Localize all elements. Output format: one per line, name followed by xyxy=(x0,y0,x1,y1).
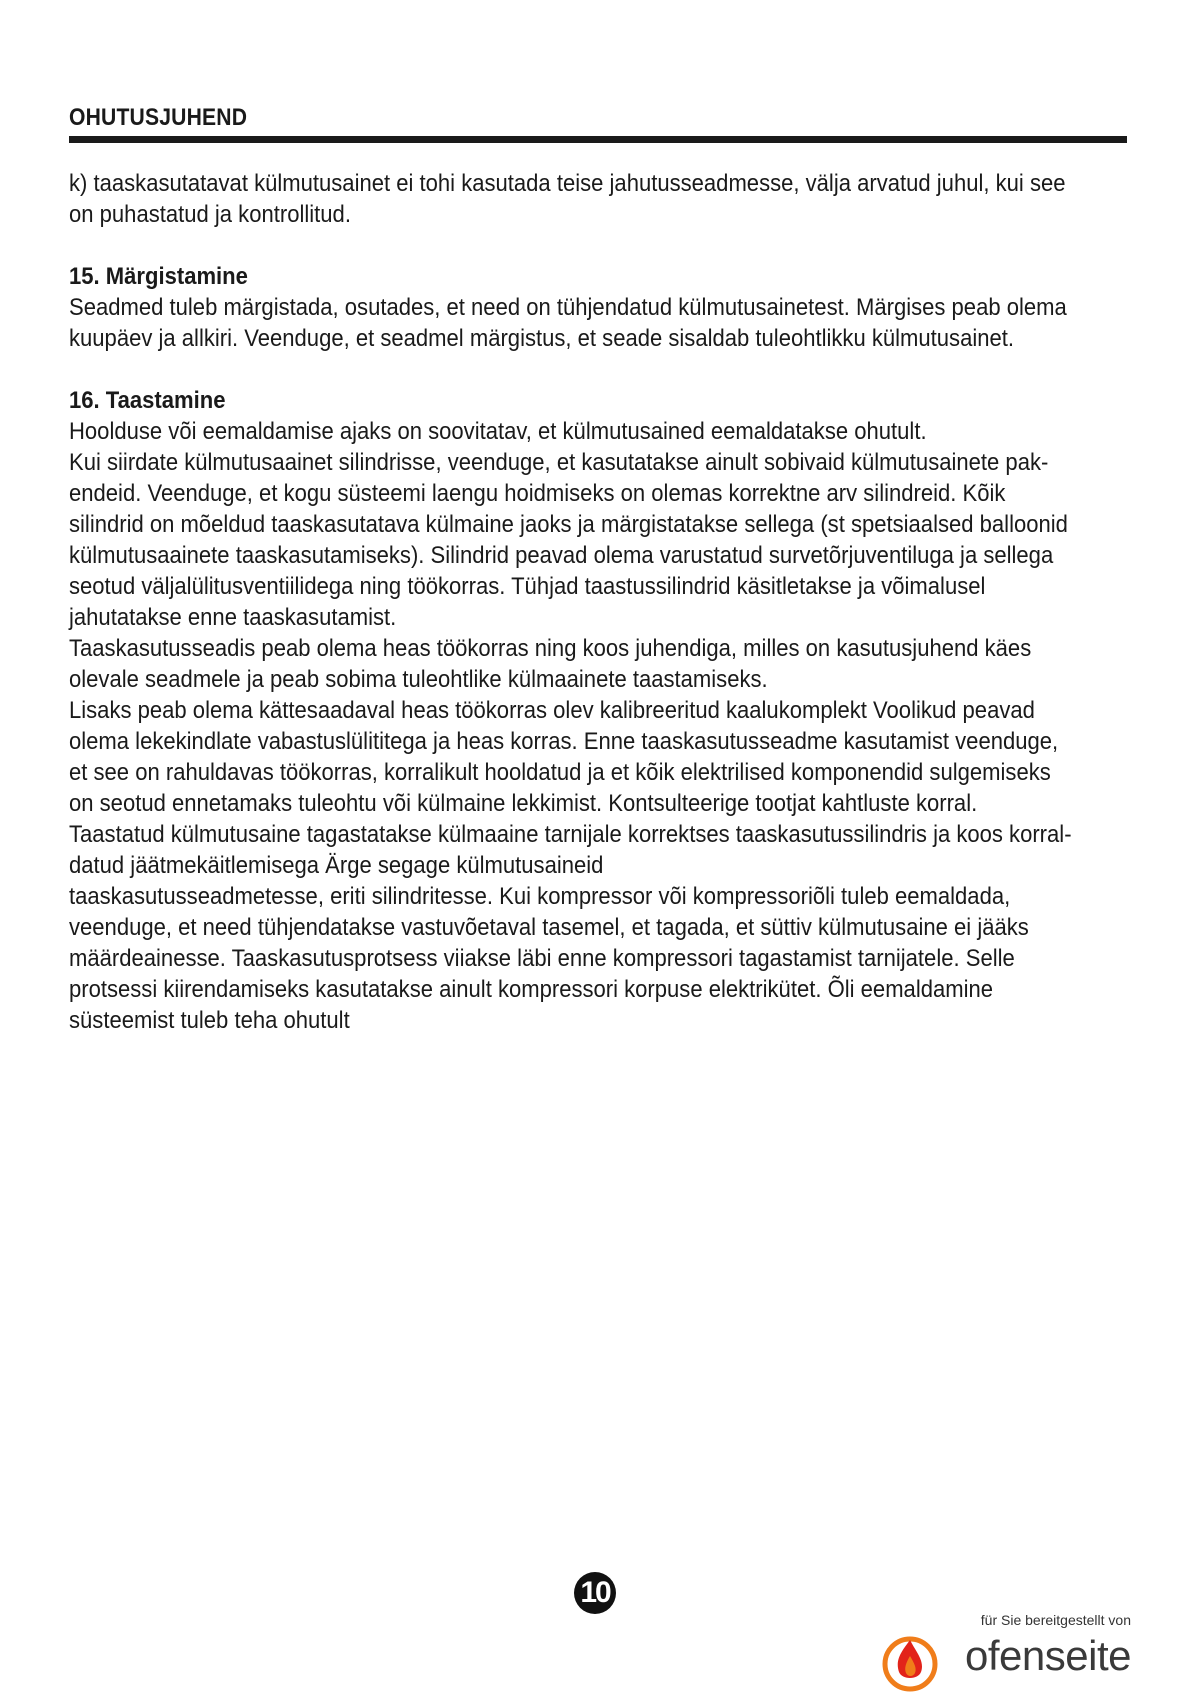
text-line: endeid. Veenduge, et kogu süsteemi laengu hoidmiseks on olemas korrektne arv silindreid. Kõik xyxy=(69,480,1006,507)
text-line: et see on rahuldavas töökorras, korralikult hooldatud ja et kõik elektrilised komponendid sulgemiseks xyxy=(69,759,1051,786)
text-line: Seadmed tuleb märgistada, osutades, et need on tühjendatud külmutusainetest. Märgises peab olema xyxy=(69,294,1067,321)
section-heading: 16. Taastamine xyxy=(69,387,226,414)
text-line: külmutusaainete taaskasutamiseks). Silindrid peavad olema varustatud survetõrjuventiluga ja sellega xyxy=(69,542,1054,569)
section-recovery xyxy=(69,385,1131,1036)
brand-name: ofenseite xyxy=(965,1632,1131,1679)
text-line: Taaskasutusseadis peab olema heas töökorras ning koos juhendiga, milles on kasutusjuhend käes xyxy=(69,635,1032,662)
text-line: on seotud ennetamaks tuleohtu või külmaine lekkimist. Kontsulteerige tootjat kahtluste korral. xyxy=(69,790,978,817)
section-heading: 15. Märgistamine xyxy=(69,263,248,290)
text-line: silindrid on mõeldud taaskasutatava külmaine jaoks ja märgistatakse sellega (st spetsiaalsed balloonid xyxy=(69,511,1068,538)
text-line: määrdeainesse. Taaskasutusprotsess viiakse läbi enne kompressori tagastamist tarnijatele. Selle xyxy=(69,945,1015,972)
section-paragraph xyxy=(69,416,1131,1036)
text-line: Hoolduse või eemaldamise ajaks on soovitatav, et külmutusained eemaldatakse ohutult. xyxy=(69,418,927,445)
page-number-badge: 10 xyxy=(574,1572,616,1614)
intro-paragraph xyxy=(69,168,1131,230)
text-line: taaskasutusseadmetesse, eriti silindritesse. Kui kompressor või kompressoriõli tuleb eemaldada, xyxy=(69,883,1011,910)
section-gap xyxy=(69,230,1131,261)
text-line: Kui siirdate külmutusaainet silindrisse, veenduge, et kasutatakse ainult sobivaid külmutusainete pak- xyxy=(69,449,1049,476)
text-line: protsessi kiirendamiseks kasutatakse ainult kompressori korpuse elektrikütet. Õli eemaldamine xyxy=(69,976,994,1003)
section-paragraph xyxy=(69,292,1131,354)
text-line: seotud väljalülitusventiilidega ning töökorras. Tühjad taastussilindrid käsitletakse ja võimalusel xyxy=(69,573,986,600)
section-gap xyxy=(69,354,1131,385)
brand-block[interactable] xyxy=(881,1612,1131,1684)
header-rule xyxy=(69,136,1127,143)
text-line: Lisaks peab olema kättesaadaval heas töökorras olev kalibreeritud kaalukomplekt Voolikud peavad xyxy=(69,697,1035,724)
document-body xyxy=(69,168,1131,1036)
text-line: kuupäev ja allkiri. Veenduge, et seadmel märgistus, et seade sisaldab tuleohtlikku külmutusainet. xyxy=(69,325,1015,352)
brand-caption: für Sie bereitgestellt von xyxy=(980,1612,1131,1628)
text-line: k) taaskasutatavat külmutusainet ei tohi kasutada teise jahutusseadmesse, välja arvatud juhul, kui see xyxy=(69,170,1066,197)
text-line: olema lekekindlate vabastuslülititega ja heas korras. Enne taaskasutusseadme kasutamist veenduge, xyxy=(69,728,1059,755)
text-line: jahutatakse enne taaskasutamist. xyxy=(69,604,397,631)
page-header-title: OHUTUSJUHEND xyxy=(69,104,248,131)
text-line: datud jäätmekäitlemisega Ärge segage külmutusaineid xyxy=(69,852,604,879)
text-line: Taastatud külmutusaine tagastatakse külmaaine tarnijale korrektses taaskasutussilindris ja koos korral- xyxy=(69,821,1072,848)
text-line: on puhastatud ja kontrollitud. xyxy=(69,201,351,228)
text-line: süsteemist tuleb teha ohutult xyxy=(69,1007,350,1034)
text-line: olevale seadmele ja peab sobima tuleohtlike külmaainete taastamiseks. xyxy=(69,666,768,693)
flame-logo-icon xyxy=(881,1632,939,1692)
text-line: veenduge, et need tühjendatakse vastuvõetaval tasemel, et tagada, et süttiv külmutusaine ei jääks xyxy=(69,914,1029,941)
section-marking xyxy=(69,261,1131,354)
